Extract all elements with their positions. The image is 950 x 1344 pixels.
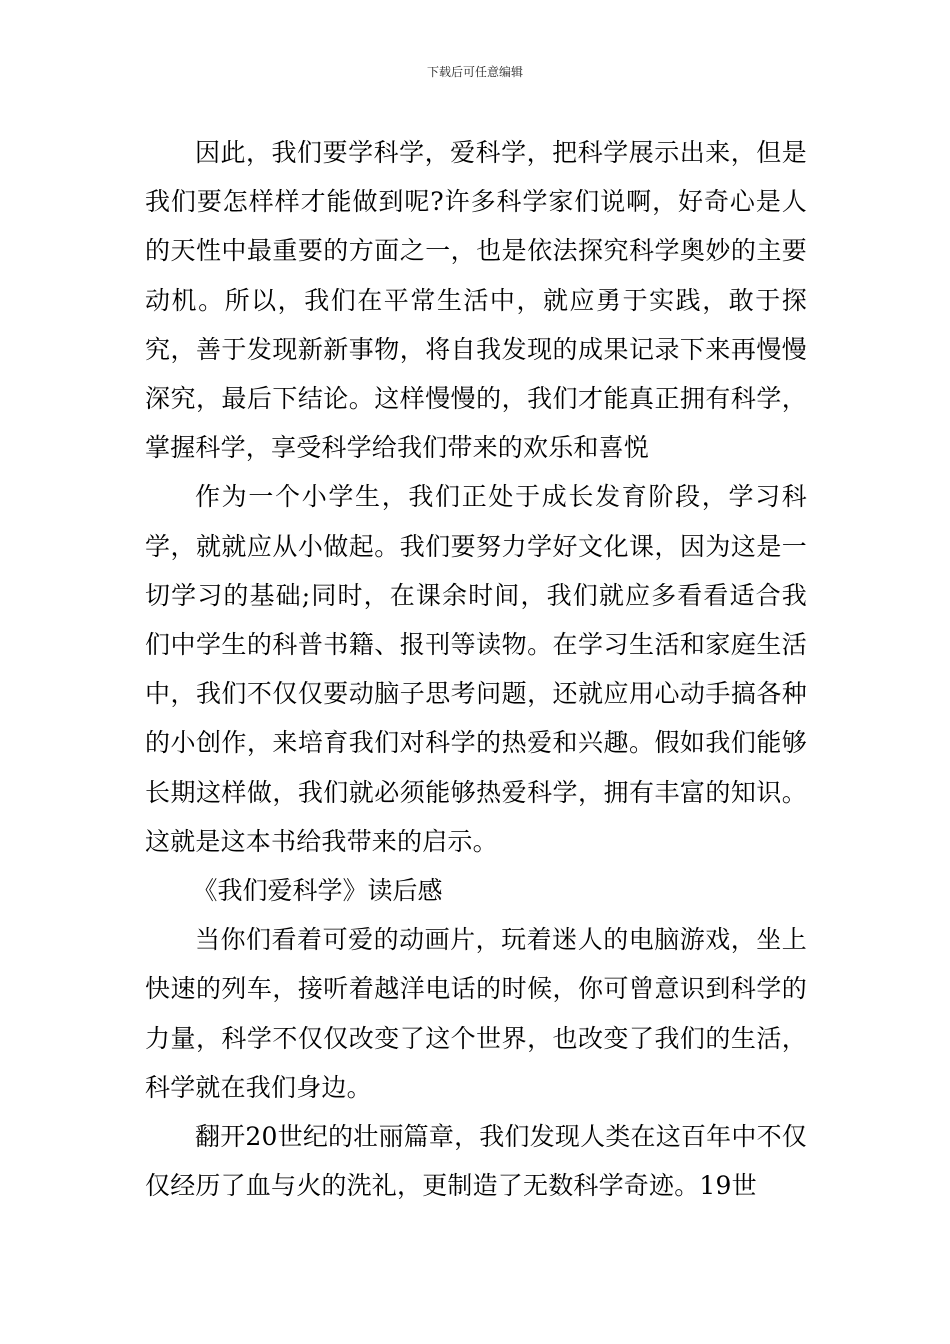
page-header-note: 下载后可任意编辑 — [426, 65, 523, 79]
section-title: 《我们爱科学》读后感 — [192, 876, 443, 906]
paragraph-3: 当你们看着可爱的动画片，玩着迷人的电脑游戏，坐上快速的列车，接听着越洋电话的时候，你可曾意识到科学的力量，科学不仅仅改变了这个世界，也改变了我们的生活，科学就在我们身边。 — [145, 925, 807, 1102]
document-body — [145, 128, 807, 1210]
paragraph-4: 翻开20世纪的壮丽篇章，我们发现人类在这百年中不仅仅经历了血与火的洗礼，更制造了无数科学奇迹。19世 — [145, 1122, 807, 1201]
paragraph-2: 作为一个小学生，我们正处于成长发育阶段，学习科学，就就应从小做起。我们要努力学好文化课，因为这是一切学习的基础;同时，在课余时间，我们就应多看看适合我们中学生的科普书籍、报刊等读物。在学习生活和家庭生活中，我们不仅仅要动脑子思考问题，还就应用心动手搞各种的小创作，来培育我们对科学的热爱和兴趣。假如我们能够长期这样做，我们就必须能够热爱科学，拥有丰富的知识。这就是这本书给我带来的启示。 — [145, 482, 807, 856]
paragraph-1: 因此，我们要学科学，爱科学，把科学展示出来，但是我们要怎样样才能做到呢?许多科学家们说啊，好奇心是人的天性中最重要的方面之一，也是依法探究科学奥妙的主要动机。所以，我们在平常生活中，就应勇于实践，敢于探究，善于发现新新事物，将自我发现的成果记录下来再慢慢深究，最后下结论。这样慢慢的，我们才能真正拥有科学，掌握科学，享受科学给我们带来的欢乐和喜悦 — [145, 138, 807, 463]
